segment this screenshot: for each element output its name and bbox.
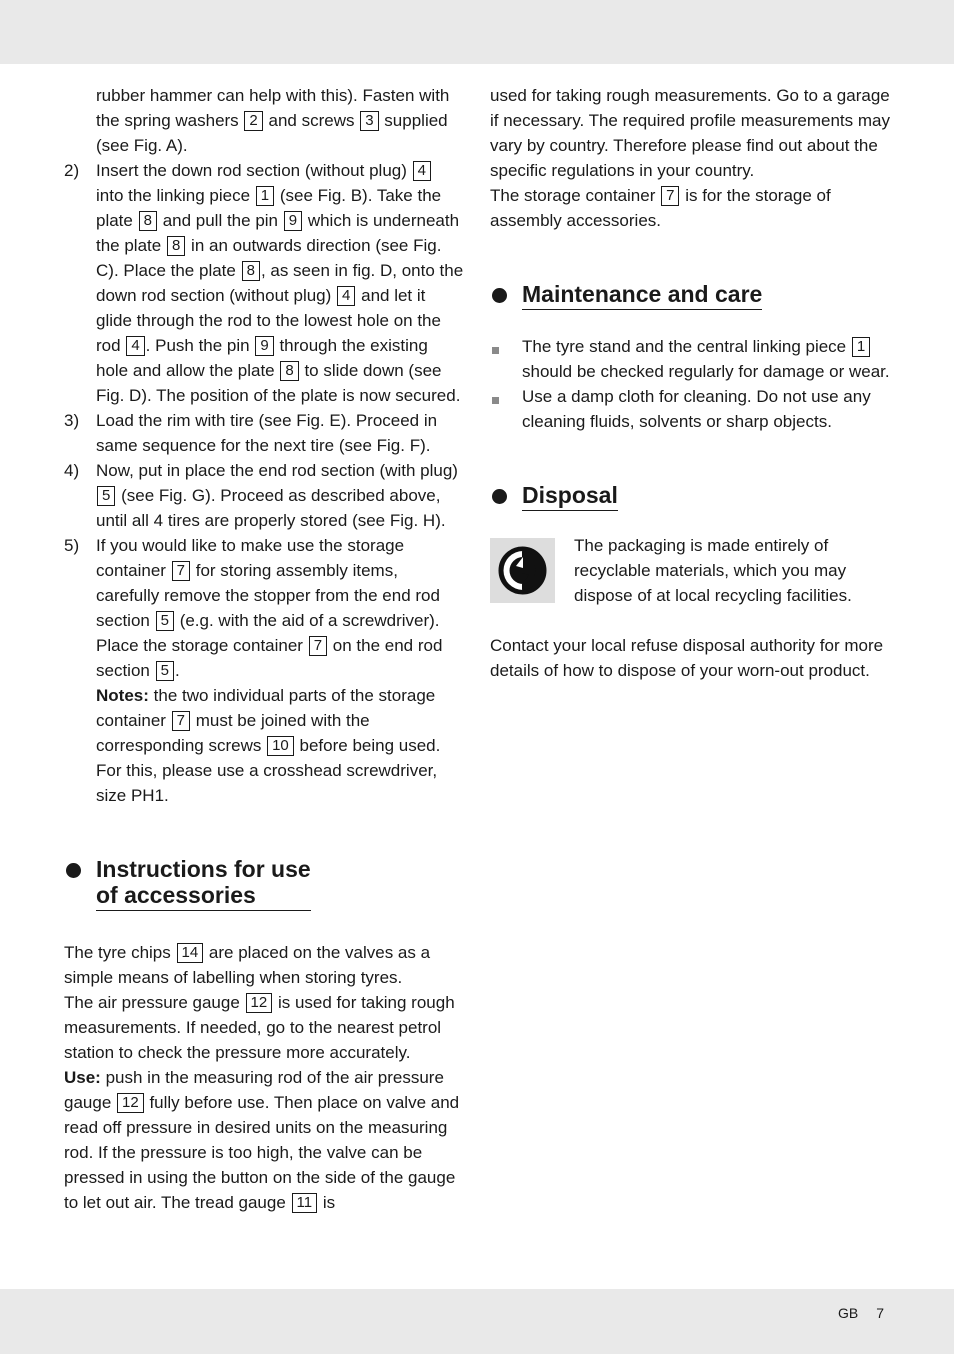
use-label: Use: [64,1068,101,1087]
part-ref: 5 [156,611,174,631]
right-column [490,83,890,683]
part-ref: 5 [97,486,115,506]
step-3: 3) Load the rim with tire (see Fig. E). Proceed in same sequence for the next tire (see Fig. F). [64,408,464,458]
pressure-gauge-paragraph: The air pressure gauge 12 is used for taking rough measurements. If needed, go to the nearest petrol station to check the pressure more accurately. [64,993,455,1062]
recycling-notice [490,533,890,608]
section-heading-accessories: Instructions for use of accessories [64,856,464,911]
part-ref: 1 [256,186,274,206]
footer-band [0,1289,954,1354]
step1-continuation: rubber hammer can help with this). Fasten with the spring washers 2 and screws 3 supplied (see Fig. A). [96,86,450,155]
part-ref: 4 [126,336,144,356]
step-4: 4) Now, put in place the end rod section (with plug) 5 (see Fig. G). Proceed as described above, until all 4 tires are properly stored (see Fig. H). [64,458,464,533]
left-column [64,83,464,1215]
part-ref: 12 [117,1093,144,1113]
section-heading-maintenance: Maintenance and care [490,281,890,310]
notes-label: Notes: [96,686,149,705]
part-ref: 9 [284,211,302,231]
list-item: Use a damp cloth for cleaning. Do not use any cleaning fluids, solvents or sharp objects. [490,384,890,434]
bullet-dot-icon [66,863,81,878]
part-ref: 12 [246,993,273,1013]
part-ref: 8 [242,261,260,281]
bullet-dot-icon [492,489,507,504]
part-ref: 11 [292,1193,318,1213]
header-band [0,0,954,64]
section-heading-disposal: Disposal [490,482,890,511]
step-number: 4) [64,461,80,480]
square-bullet-icon [492,347,499,354]
part-ref: 8 [139,211,157,231]
page-footer [838,1305,884,1321]
step-number: 2) [64,161,80,180]
packaging-text: The packaging is made entirely of recyclable materials, which you may dispose of at local recycling facilities. [574,536,852,605]
tread-gauge-continuation: used for taking rough measurements. Go to a garage if necessary. The required profile measurements may vary by country. Therefore please find out about the specific regulations in your country. [490,86,890,180]
tyre-chips-paragraph: The tyre chips 14 are placed on the valves as a simple means of labelling when storing tyres. [64,943,431,987]
part-ref: 8 [167,236,185,256]
part-ref: 5 [156,661,174,681]
step-number: 3) [64,411,80,430]
list-item: The tyre stand and the central linking piece 1 should be checked regularly for damage or wear. [490,334,890,384]
part-ref: 10 [267,736,294,756]
part-ref: 8 [280,361,298,381]
disposal-paragraph: Contact your local refuse disposal authority for more details of how to dispose of your worn-out product. [490,636,884,680]
page-number: 7 [876,1305,885,1321]
use-paragraph: Use: push in the measuring rod of the air pressure gauge 12 fully before use. Then place on valve and read off pressure in desired units on the measuring rod. If the pressure is too high, the valve can be pressed in using the button on the side of the gauge to let out air. The tread gauge 11 is [64,1068,460,1212]
part-ref: 7 [172,711,190,731]
step-5: 5) If you would like to make use the storage container 7 for storing assembly items, carefully remove the stopper from the end rod section 5 (e.g. with the aid of a screwdriver). Place the storage container 7 on the end rod section 5 . [64,533,464,683]
part-ref: 14 [177,943,204,963]
square-bullet-icon [492,397,499,404]
green-dot-recycling-icon [490,538,555,603]
bullet-dot-icon [492,288,507,303]
part-ref: 9 [255,336,273,356]
language-code: GB [838,1305,859,1321]
part-ref: 4 [337,286,355,306]
part-ref: 7 [309,636,327,656]
part-ref: 7 [661,186,679,206]
part-ref: 3 [360,111,378,131]
part-ref: 1 [852,337,870,357]
storage-paragraph: The storage container 7 is for the storage of assembly accessories. [490,186,831,230]
step-number: 5) [64,536,80,555]
notes: Notes: the two individual parts of the storage container 7 must be joined with the corresponding screws 10 before being used. For this, please use a crosshead screwdriver, size PH1. [96,686,441,805]
part-ref: 7 [172,561,190,581]
part-ref: 2 [244,111,262,131]
step-2: 2) Insert the down rod section (without plug) 4 into the linking piece 1 (see Fig. B). Take the plate 8 and pull the pin 9 which is underneath the plate 8 in an outwards direction (see Fig. C). Place the plate 8 , as seen in fig. D, onto the down rod section (without plug) 4 and let it glide through the rod to the lowest hole on the rod 4 . Push the pin 9 through the existing hole and allow the plate 8 to slide down (see Fig. D). The position of the plate is now secured. [64,158,464,408]
part-ref: 4 [413,161,431,181]
